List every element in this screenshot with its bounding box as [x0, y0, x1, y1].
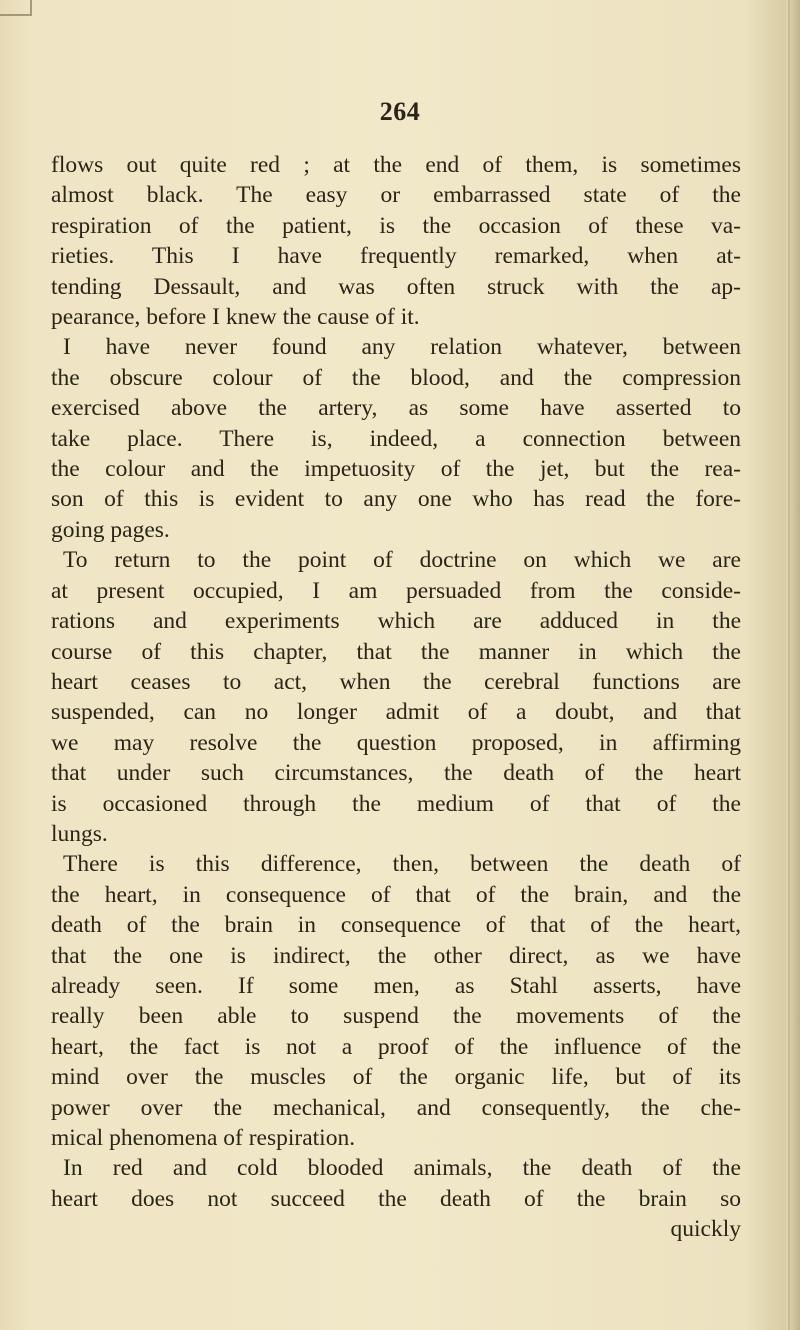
- page-corner-mark: [0, 0, 32, 16]
- text-line: There is this difference, then, between the death of: [63, 851, 741, 878]
- text-line: I have never found any relation whatever, between: [63, 334, 741, 361]
- text-line: the obscure colour of the blood, and the compression: [51, 364, 741, 391]
- text-line: suspended, can no longer admit of a doubt, and that: [51, 699, 741, 726]
- text-line: already seen. If some men, as Stahl asserts, have: [51, 972, 741, 999]
- text-line: pearance, before I knew the cause of it.: [51, 304, 420, 331]
- text-line: death of the brain in consequence of that of the heart,: [51, 912, 741, 939]
- text-line: is occasioned through the medium of that of the: [51, 790, 741, 817]
- body-text: [51, 150, 791, 1245]
- text-line: going pages.: [51, 516, 170, 543]
- text-line: lungs.: [51, 820, 108, 847]
- text-line: the colour and the impetuosity of the jet, but the rea-: [51, 456, 741, 483]
- text-line: that the one is indirect, the other direct, as we have: [51, 942, 741, 969]
- text-line: that under such circumstances, the death of the heart: [51, 760, 741, 787]
- text-line: To return to the point of doctrine on which we are: [63, 547, 741, 574]
- text-line: son of this is evident to any one who has read the fore-: [51, 486, 741, 513]
- text-line: we may resolve the question proposed, in affirming: [51, 729, 741, 756]
- text-line: mical phenomena of respiration.: [51, 1125, 356, 1151]
- text-line: rieties. This I have frequently remarked, when at-: [51, 243, 741, 270]
- text-line: flows out quite red ; at the end of them, is sometimes: [51, 152, 741, 178]
- text-line: at present occupied, I am persuaded from the conside-: [51, 577, 741, 604]
- text-line: tending Dessault, and was often struck with the ap-: [51, 273, 741, 300]
- text-line: course of this chapter, that the manner in which the: [51, 638, 741, 665]
- text-line: heart ceases to act, when the cerebral functions are: [51, 668, 741, 695]
- text-line: heart, the fact is not a proof of the influence of the: [51, 1033, 741, 1060]
- text-line: exercised above the artery, as some have asserted to: [51, 395, 741, 422]
- page-number: 264: [379, 97, 421, 126]
- text-line: heart does not succeed the death of the brain so: [51, 1185, 741, 1212]
- text-line: In red and cold blooded animals, the death of the: [63, 1155, 741, 1182]
- text-line: power over the mechanical, and consequently, the che-: [51, 1094, 741, 1121]
- text-line: mind over the muscles of the organic life, but of its: [51, 1064, 741, 1091]
- text-line: almost black. The easy or embarrassed state of the: [51, 182, 741, 209]
- text-line: respiration of the patient, is the occasion of these va-: [51, 212, 741, 239]
- text-line: really been able to suspend the movements of the: [51, 1003, 741, 1030]
- text-line: take place. There is, indeed, a connection between: [51, 425, 741, 452]
- text-line: the heart, in consequence of that of the brain, and the: [51, 881, 741, 908]
- text-line: rations and experiments which are adduced in the: [51, 608, 741, 635]
- catchword: quickly: [670, 1216, 741, 1243]
